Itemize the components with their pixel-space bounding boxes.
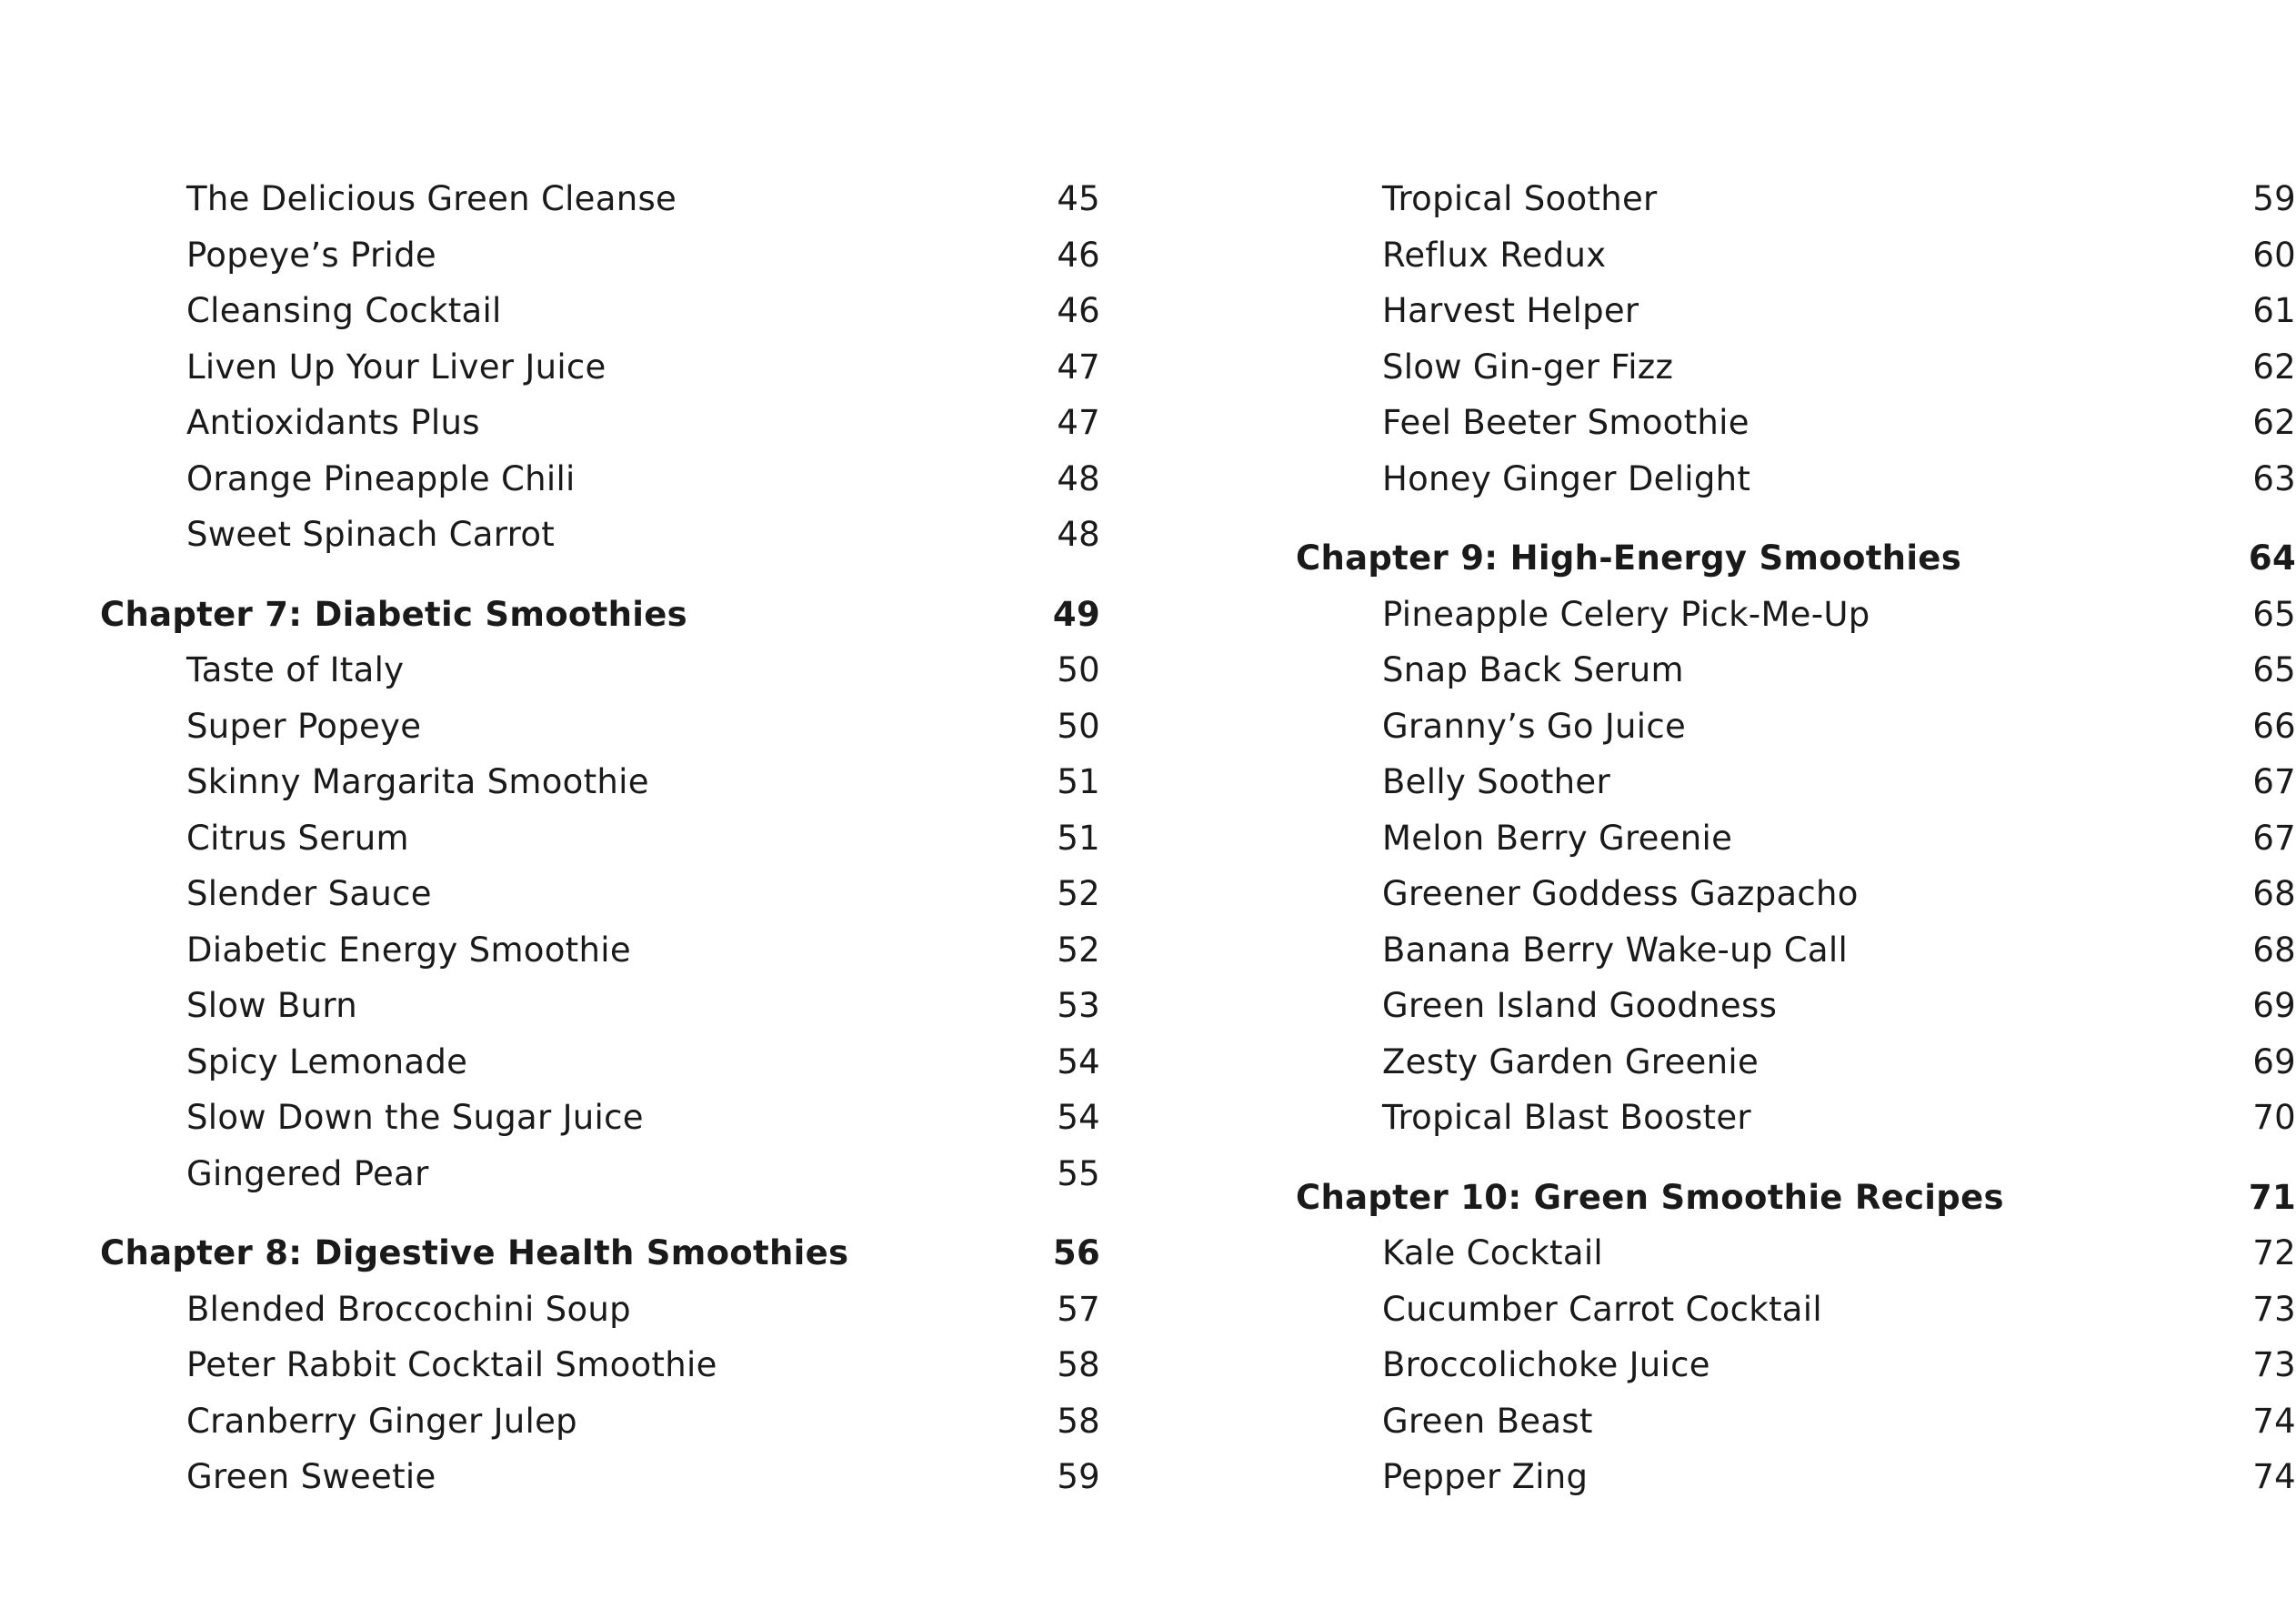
entry-page-number: 54	[1057, 1098, 1100, 1137]
entry-page-number: 70	[2252, 1098, 2296, 1137]
toc-entry-taste-of-italy	[100, 642, 1100, 699]
entry-title: Tropical Soother	[1382, 179, 1658, 218]
entry-page-number: 55	[1057, 1153, 1100, 1193]
chapter-page-number: 56	[1052, 1233, 1100, 1272]
toc-entry-spicy-lemonade	[100, 1034, 1100, 1091]
entry-title: Skinny Margarita Smoothie	[186, 762, 649, 801]
entry-page-number: 65	[2252, 594, 2296, 634]
entry-title: Zesty Garden Greenie	[1382, 1041, 1760, 1081]
entry-title: Super Popeye	[186, 706, 422, 746]
chapter-title: Chapter 8: Digestive Health Smoothies	[100, 1233, 849, 1272]
toc-entry-reflux-redux	[1296, 227, 2296, 284]
entry-page-number: 54	[1057, 1041, 1100, 1081]
entry-title: Banana Berry Wake-up Call	[1382, 930, 1849, 970]
entry-title: Slender Sauce	[186, 874, 432, 913]
entry-title: Liven Up Your Liver Juice	[186, 347, 607, 387]
entry-title: Kale Cocktail	[1382, 1233, 1603, 1272]
toc-entry-feel-beeter-smoothie	[1296, 395, 2296, 451]
entry-title: Feel Beeter Smoothie	[1382, 403, 1750, 442]
entry-page-number: 48	[1057, 515, 1100, 554]
entry-page-number: 57	[1057, 1289, 1100, 1329]
toc-entry-cranberry-ginger-julep	[100, 1393, 1100, 1450]
entry-page-number: 68	[2252, 874, 2296, 913]
entry-title: Cucumber Carrot Cocktail	[1382, 1289, 1822, 1329]
chapter-page-number: 71	[2248, 1177, 2296, 1217]
entry-page-number: 74	[2252, 1457, 2296, 1496]
entry-page-number: 52	[1057, 930, 1100, 970]
toc-entry-tropical-soother	[1296, 171, 2296, 227]
entry-page-number: 58	[1057, 1401, 1100, 1441]
entry-page-number: 47	[1057, 403, 1100, 442]
toc-chapter-heading-chapter-7-diabetic-smoothies	[100, 587, 1100, 643]
entry-title: Pepper Zing	[1382, 1457, 1589, 1496]
entry-page-number: 52	[1057, 874, 1100, 913]
entry-page-number: 63	[2252, 458, 2296, 498]
toc-entry-slow-down-the-sugar-juice	[100, 1090, 1100, 1146]
chapter-title: Chapter 7: Diabetic Smoothies	[100, 594, 687, 634]
toc-entry-sweet-spinach-carrot	[100, 507, 1100, 563]
toc-entry-honey-ginger-delight	[1296, 451, 2296, 508]
toc-entry-green-beast	[1296, 1393, 2296, 1450]
entry-title: Pineapple Celery Pick-Me-Up	[1382, 594, 1870, 634]
entry-title: Popeye’s Pride	[186, 235, 436, 275]
entry-title: Green Beast	[1382, 1401, 1593, 1441]
entry-title: Antioxidants Plus	[186, 403, 480, 442]
entry-title: Peter Rabbit Cocktail Smoothie	[186, 1345, 717, 1384]
chapter-page-number: 49	[1052, 594, 1100, 634]
entry-title: Melon Berry Greenie	[1382, 818, 1733, 858]
entry-page-number: 69	[2252, 1041, 2296, 1081]
toc-entry-tropical-blast-booster	[1296, 1090, 2296, 1146]
entry-page-number: 72	[2252, 1233, 2296, 1272]
entry-page-number: 62	[2252, 347, 2296, 387]
toc-entry-greener-goddess-gazpacho	[1296, 866, 2296, 922]
toc-entry-the-delicious-green-cleanse	[100, 171, 1100, 227]
entry-page-number: 60	[2252, 235, 2296, 275]
entry-title: Diabetic Energy Smoothie	[186, 930, 631, 970]
toc-entry-kale-cocktail	[1296, 1225, 2296, 1282]
entry-page-number: 66	[2252, 706, 2296, 746]
toc-entry-gingered-pear	[100, 1146, 1100, 1202]
entry-title: Slow Burn	[186, 986, 357, 1025]
entry-page-number: 61	[2252, 291, 2296, 330]
toc-entry-orange-pineapple-chili	[100, 451, 1100, 508]
toc-entry-snap-back-serum	[1296, 642, 2296, 699]
toc-entry-cleansing-cocktail	[100, 283, 1100, 339]
toc-entry-super-popeye	[100, 699, 1100, 755]
entry-page-number: 59	[1057, 1457, 1100, 1496]
entry-title: Cleansing Cocktail	[186, 291, 502, 330]
entry-page-number: 46	[1057, 235, 1100, 275]
entry-page-number: 65	[2252, 650, 2296, 689]
entry-page-number: 73	[2252, 1345, 2296, 1384]
toc-entry-liven-up-your-liver-juice	[100, 339, 1100, 396]
entry-page-number: 68	[2252, 930, 2296, 970]
toc-entry-green-island-goodness	[1296, 978, 2296, 1034]
entry-title: Honey Ginger Delight	[1382, 458, 1751, 498]
toc-entry-pepper-zing	[1296, 1449, 2296, 1505]
entry-page-number: 73	[2252, 1289, 2296, 1329]
entry-page-number: 45	[1057, 179, 1100, 218]
entry-title: Reflux Redux	[1382, 235, 1607, 275]
entry-title: Sweet Spinach Carrot	[186, 515, 556, 554]
entry-page-number: 59	[2252, 179, 2296, 218]
entry-title: Citrus Serum	[186, 818, 409, 858]
toc-entry-belly-soother	[1296, 754, 2296, 810]
entry-title: Orange Pineapple Chili	[186, 458, 576, 498]
entry-title: Cranberry Ginger Julep	[186, 1401, 577, 1441]
chapter-title: Chapter 9: High-Energy Smoothies	[1296, 538, 1962, 578]
entry-title: Green Sweetie	[186, 1457, 436, 1496]
toc-entry-cucumber-carrot-cocktail	[1296, 1282, 2296, 1338]
toc-entry-slender-sauce	[100, 866, 1100, 922]
entry-title: Snap Back Serum	[1382, 650, 1684, 689]
entry-page-number: 69	[2252, 986, 2296, 1025]
entry-page-number: 51	[1057, 762, 1100, 801]
toc-entry-green-sweetie	[100, 1449, 1100, 1505]
entry-title: Harvest Helper	[1382, 291, 1639, 330]
entry-title: Spicy Lemonade	[186, 1041, 468, 1081]
entry-title: Taste of Italy	[186, 650, 405, 689]
toc-entry-diabetic-energy-smoothie	[100, 922, 1100, 979]
entry-title: Slow Gin-ger Fizz	[1382, 347, 1674, 387]
toc-entry-blended-broccochini-soup	[100, 1282, 1100, 1338]
entry-page-number: 74	[2252, 1401, 2296, 1441]
toc-chapter-heading-chapter-10-green-smoothie-recipes	[1296, 1170, 2296, 1226]
toc-entry-granny-s-go-juice	[1296, 699, 2296, 755]
toc-entry-peter-rabbit-cocktail-smoothie	[100, 1337, 1100, 1393]
entry-page-number: 62	[2252, 403, 2296, 442]
toc-entry-harvest-helper	[1296, 283, 2296, 339]
toc-entry-citrus-serum	[100, 810, 1100, 867]
toc-chapter-heading-chapter-9-high-energy-smoothies	[1296, 530, 2296, 587]
toc-chapter-heading-chapter-8-digestive-health-smoothies	[100, 1225, 1100, 1282]
toc-entry-antioxidants-plus	[100, 395, 1100, 451]
chapter-title: Chapter 10: Green Smoothie Recipes	[1296, 1177, 2004, 1217]
toc-entry-slow-gin-ger-fizz	[1296, 339, 2296, 396]
toc-entry-banana-berry-wake-up-call	[1296, 922, 2296, 979]
entry-title: Slow Down the Sugar Juice	[186, 1098, 644, 1137]
entry-page-number: 46	[1057, 291, 1100, 330]
chapter-page-number: 64	[2248, 538, 2296, 578]
entry-page-number: 48	[1057, 458, 1100, 498]
entry-title: The Delicious Green Cleanse	[186, 179, 677, 218]
entry-title: Belly Soother	[1382, 762, 1610, 801]
entry-title: Greener Goddess Gazpacho	[1382, 874, 1859, 913]
toc-entry-melon-berry-greenie	[1296, 810, 2296, 867]
entry-page-number: 47	[1057, 347, 1100, 387]
entry-page-number: 50	[1057, 706, 1100, 746]
entry-title: Tropical Blast Booster	[1382, 1098, 1751, 1137]
entry-page-number: 51	[1057, 818, 1100, 858]
toc-entry-pineapple-celery-pick-me-up	[1296, 587, 2296, 643]
entry-title: Green Island Goodness	[1382, 986, 1778, 1025]
entry-page-number: 53	[1057, 986, 1100, 1025]
toc-entry-skinny-margarita-smoothie	[100, 754, 1100, 810]
toc-entry-slow-burn	[100, 978, 1100, 1034]
entry-title: Granny’s Go Juice	[1382, 706, 1687, 746]
entry-title: Blended Broccochini Soup	[186, 1289, 631, 1329]
toc-entry-broccolichoke-juice	[1296, 1337, 2296, 1393]
entry-page-number: 58	[1057, 1345, 1100, 1384]
entry-title: Gingered Pear	[186, 1153, 429, 1193]
entry-page-number: 50	[1057, 650, 1100, 689]
entry-page-number: 67	[2252, 762, 2296, 801]
toc-entry-popeye-s-pride	[100, 227, 1100, 284]
entry-title: Broccolichoke Juice	[1382, 1345, 1710, 1384]
toc-entry-zesty-garden-greenie	[1296, 1034, 2296, 1091]
entry-page-number: 67	[2252, 818, 2296, 858]
